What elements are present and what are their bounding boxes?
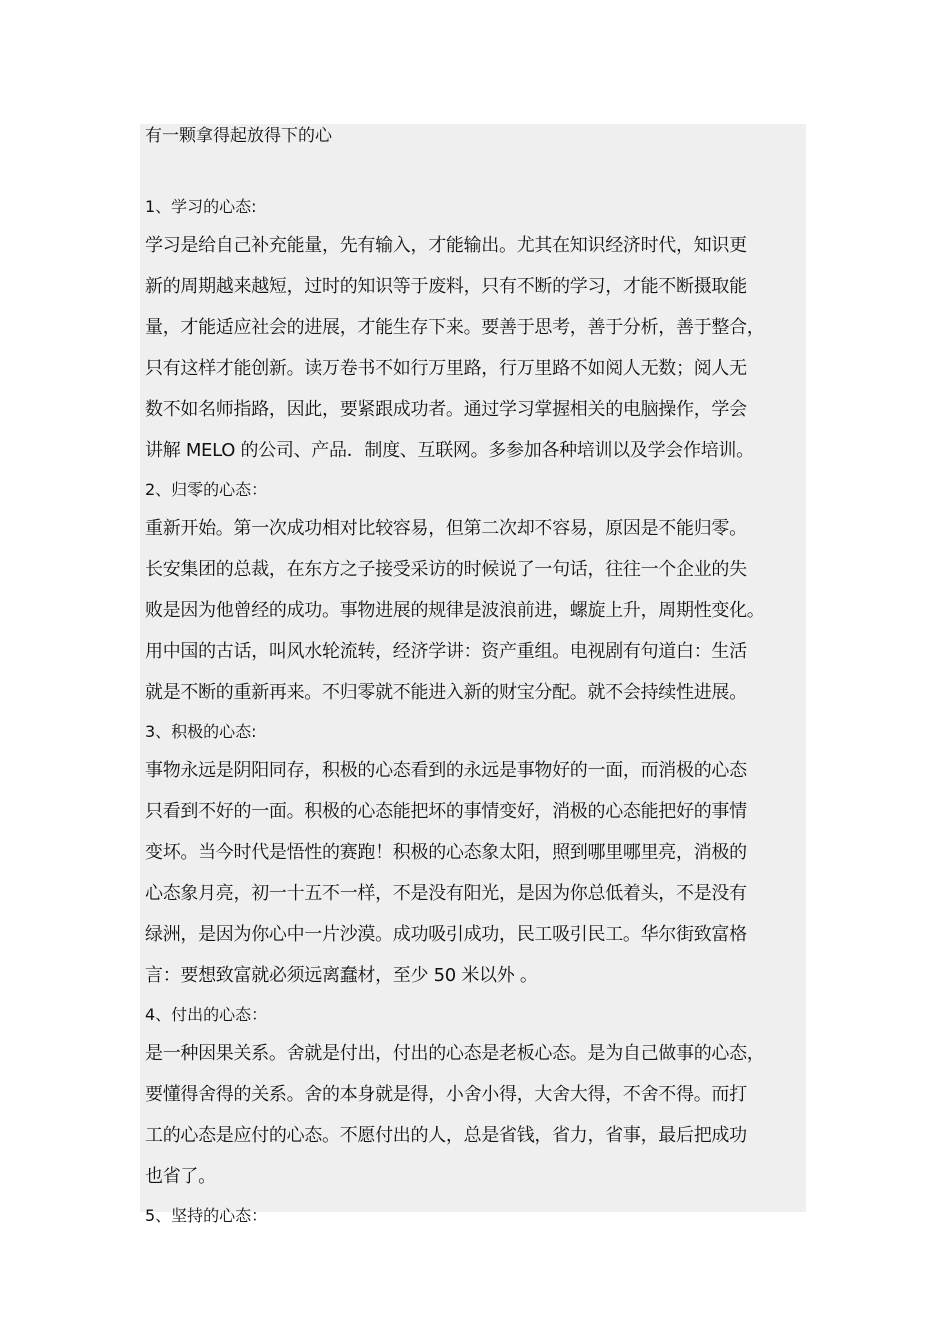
- section-heading: 3、积极的心态:: [145, 722, 257, 741]
- paragraph-line: 事物永远是阴阳同存，积极的心态看到的永远是事物好的一面，而消极的心态: [145, 760, 747, 781]
- paragraph-line: 讲解 MELO 的公司、产品．制度、互联网。多参加各种培训以及学会作培训。: [145, 440, 754, 461]
- paragraph-line: 只看到不好的一面。积极的心态能把坏的事情变好，消极的心态能把好的事情: [145, 801, 747, 822]
- paragraph-line: 只有这样才能创新。读万卷书不如行万里路，行万里路不如阅人无数；阅人无: [145, 358, 747, 379]
- title-spacer: [145, 148, 806, 188]
- paragraph-line: 重新开始。第一次成功相对比较容易，但第二次却不容易，原因是不能归零。: [145, 518, 747, 539]
- section-paragraph: [145, 750, 806, 996]
- section-giving: [145, 996, 806, 1197]
- section-persistence: [145, 1197, 806, 1234]
- paragraph-line: 新的周期越来越短，过时的知识等于废料，只有不断的学习，才能不断摄取能: [145, 276, 747, 297]
- paragraph-line: 学习是给自己补充能量，先有输入，才能输出。尤其在知识经济时代，知识更: [145, 235, 747, 256]
- paragraph-line: 心态象月亮，初一十五不一样，不是没有阳光，是因为你总低着头，不是没有: [145, 883, 747, 904]
- paragraph-line: 绿洲，是因为你心中一片沙漠。成功吸引成功，民工吸引民工。华尔街致富格: [145, 924, 747, 945]
- section-heading: 1、学习的心态:: [145, 197, 257, 216]
- document-title: 有一颗拿得起放得下的心: [145, 126, 332, 146]
- section-paragraph: [145, 225, 806, 471]
- document-body: [140, 124, 806, 1225]
- paragraph-line: 工的心态是应付的心态。不愿付出的人，总是省钱，省力，省事，最后把成功: [145, 1125, 747, 1146]
- paragraph-line: 败是因为他曾经的成功。事物进展的规律是波浪前进，螺旋上升，周期性变化。: [145, 600, 765, 621]
- paragraph-line: 言：要想致富就必须远离蠢材，至少 50 米以外 。: [145, 965, 538, 986]
- paragraph-line: 就是不断的重新再来。不归零就不能进入新的财宝分配。就不会持续性进展。: [145, 682, 747, 703]
- paragraph-line: 长安集团的总裁，在东方之子接受采访的时候说了一句话，往往一个企业的失: [145, 559, 747, 580]
- paragraph-line: 是一种因果关系。舍就是付出，付出的心态是老板心态。是为自己做事的心态，: [145, 1043, 765, 1064]
- section-learning: [145, 188, 806, 471]
- section-heading: 2、归零的心态：: [145, 480, 268, 499]
- paragraph-line: 要懂得舍得的关系。舍的本身就是得，小舍小得，大舍大得，不舍不得。而打: [145, 1084, 747, 1105]
- paragraph-line: 用中国的古话，叫风水轮流转，经济学讲：资产重组。电视剧有句道白：生活: [145, 641, 747, 662]
- section-heading: 5、坚持的心态：: [145, 1206, 268, 1225]
- section-positive: [145, 713, 806, 996]
- paragraph-line: 变坏。当今时代是悟性的赛跑！积极的心态象太阳，照到哪里哪里亮，消极的: [145, 842, 747, 863]
- paragraph-line: 数不如名师指路，因此，要紧跟成功者。通过学习掌握相关的电脑操作，学会: [145, 399, 747, 420]
- paragraph-line: 量，才能适应社会的进展，才能生存下来。要善于思考，善于分析，善于整合，: [145, 317, 765, 338]
- section-reset: [145, 471, 806, 713]
- paragraph-line: 也省了。: [145, 1166, 216, 1187]
- section-paragraph: [145, 1033, 806, 1197]
- section-heading: 4、付出的心态：: [145, 1005, 268, 1024]
- section-paragraph: [145, 508, 806, 713]
